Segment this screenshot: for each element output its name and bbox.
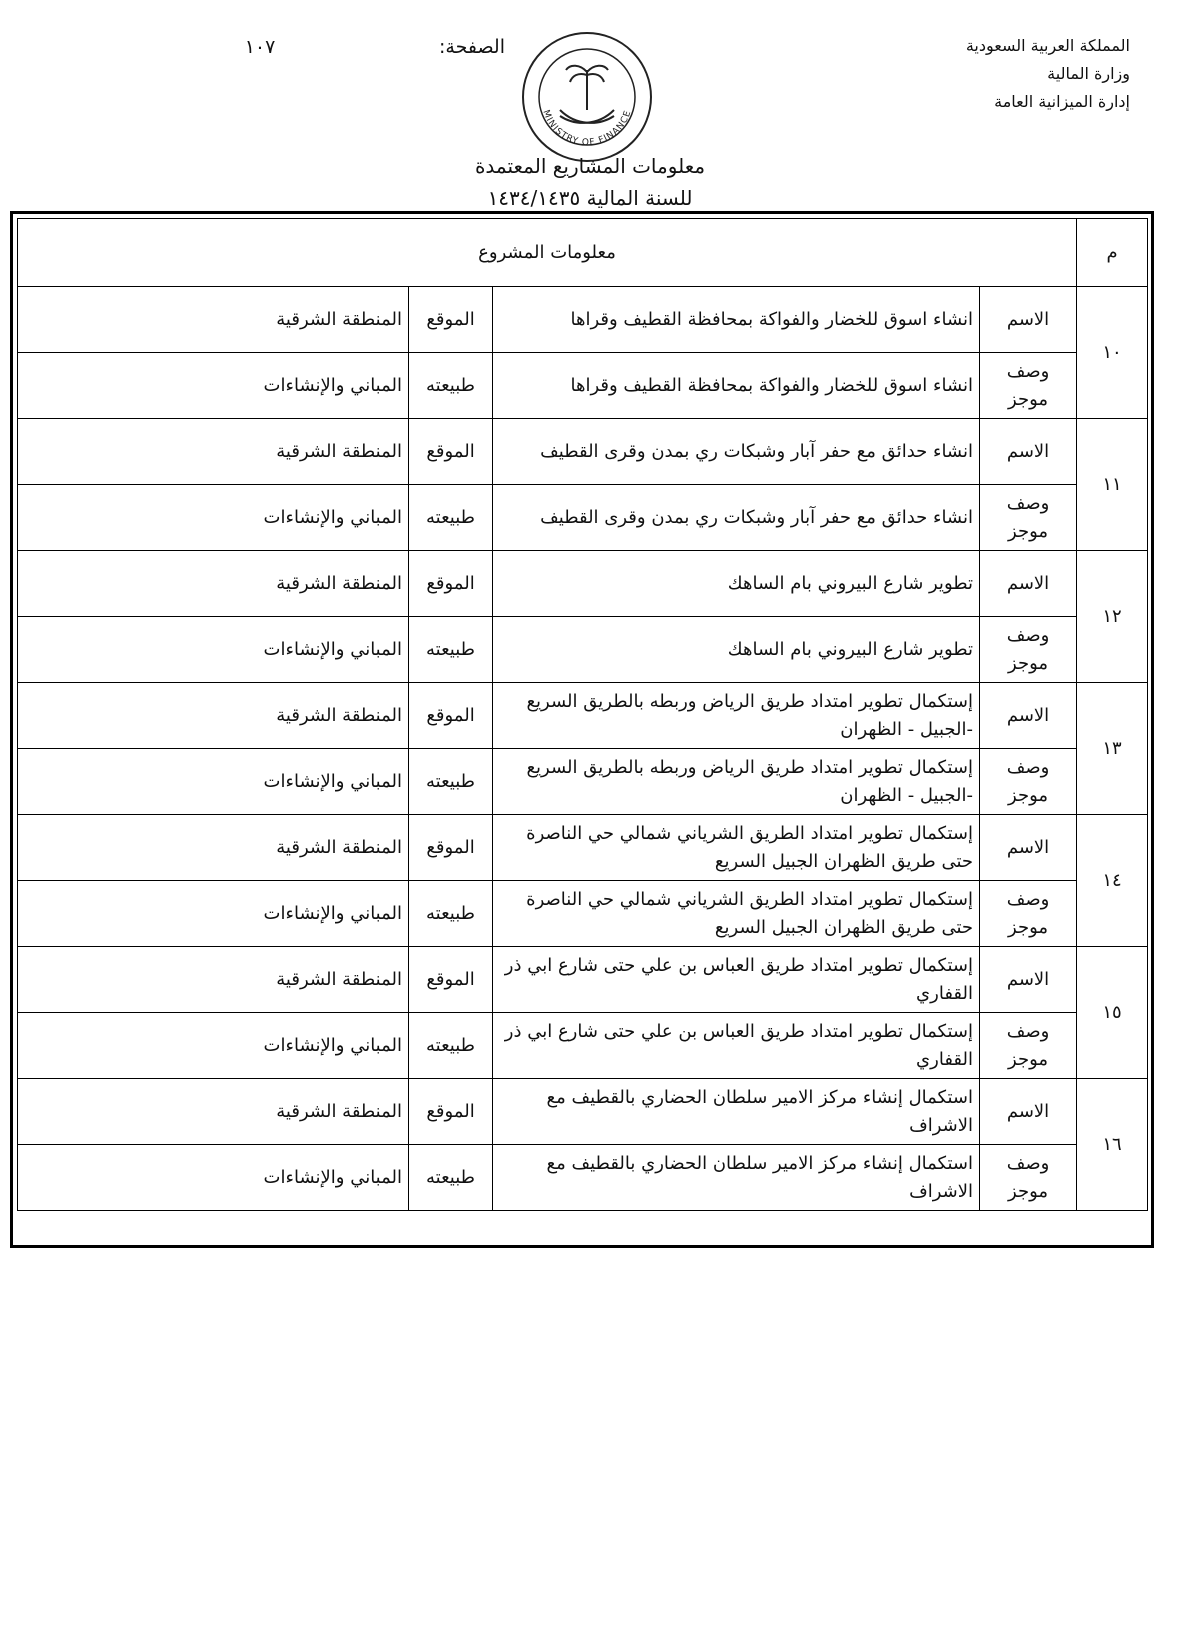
project-nature: المباني والإنشاءات — [18, 617, 409, 683]
nature-label: طبيعته — [409, 617, 493, 683]
projects-table-frame — [10, 211, 1154, 1248]
table-row — [18, 419, 1148, 485]
nature-label: طبيعته — [409, 749, 493, 815]
project-number: ١٥ — [1077, 947, 1148, 1079]
description-label: وصف موجز — [980, 485, 1077, 551]
table-row — [18, 815, 1148, 881]
project-location: المنطقة الشرقية — [18, 947, 409, 1013]
description-label: وصف موجز — [980, 1013, 1077, 1079]
table-row — [18, 353, 1148, 419]
project-number: ١٣ — [1077, 683, 1148, 815]
nature-label: طبيعته — [409, 353, 493, 419]
column-header-project-info: معلومات المشروع — [18, 219, 1077, 287]
project-description: استكمال إنشاء مركز الامير سلطان الحضاري بالقطيف مع الاشراف — [493, 1145, 980, 1211]
project-name: انشاء حدائق مع حفر آبار وشبكات ري بمدن وقرى القطيف — [493, 419, 980, 485]
table-row — [18, 1079, 1148, 1145]
project-name: إستكمال تطوير امتداد طريق العباس بن علي حتى شارع ابي ذر القفاري — [493, 947, 980, 1013]
project-description: انشاء اسوق للخضار والفواكة بمحافظة القطيف وقراها — [493, 353, 980, 419]
location-label: الموقع — [409, 551, 493, 617]
name-label: الاسم — [980, 815, 1077, 881]
project-nature: المباني والإنشاءات — [18, 353, 409, 419]
page-number: ١٠٧ — [244, 36, 276, 58]
organization-header — [870, 32, 1130, 116]
table-row — [18, 287, 1148, 353]
location-label: الموقع — [409, 947, 493, 1013]
project-location: المنطقة الشرقية — [18, 419, 409, 485]
project-name: استكمال إنشاء مركز الامير سلطان الحضاري بالقطيف مع الاشراف — [493, 1079, 980, 1145]
table-row — [18, 1145, 1148, 1211]
org-line-department: إدارة الميزانية العامة — [994, 92, 1130, 111]
name-label: الاسم — [980, 1079, 1077, 1145]
title-line-2: للسنة المالية ١٤٣٤/١٤٣٥ — [487, 186, 693, 210]
project-description: إستكمال تطوير امتداد طريق الرياض وربطه بالطريق السريع -الجبيل - الظهران — [493, 749, 980, 815]
location-label: الموقع — [409, 683, 493, 749]
name-label: الاسم — [980, 947, 1077, 1013]
table-row — [18, 1013, 1148, 1079]
ministry-seal-logo — [520, 30, 654, 164]
project-description: إستكمال تطوير امتداد طريق العباس بن علي حتى شارع ابي ذر القفاري — [493, 1013, 980, 1079]
project-name: انشاء اسوق للخضار والفواكة بمحافظة القطيف وقراها — [493, 287, 980, 353]
location-label: الموقع — [409, 419, 493, 485]
column-header-m: م — [1077, 219, 1148, 287]
table-row — [18, 881, 1148, 947]
description-label: وصف موجز — [980, 353, 1077, 419]
table-header-row — [18, 219, 1148, 287]
project-nature: المباني والإنشاءات — [18, 485, 409, 551]
description-label: وصف موجز — [980, 749, 1077, 815]
document-title — [380, 150, 800, 214]
project-number: ١٢ — [1077, 551, 1148, 683]
project-number: ١١ — [1077, 419, 1148, 551]
project-nature: المباني والإنشاءات — [18, 1145, 409, 1211]
nature-label: طبيعته — [409, 881, 493, 947]
name-label: الاسم — [980, 419, 1077, 485]
nature-label: طبيعته — [409, 1145, 493, 1211]
project-location: المنطقة الشرقية — [18, 1079, 409, 1145]
description-label: وصف موجز — [980, 1145, 1077, 1211]
project-number: ١٤ — [1077, 815, 1148, 947]
nature-label: طبيعته — [409, 485, 493, 551]
table-row — [18, 683, 1148, 749]
project-name: إستكمال تطوير امتداد الطريق الشرياني شمالي حي الناصرة حتى طريق الظهران الجبيل السريع — [493, 815, 980, 881]
logo-text: MINISTRY OF FINANCE — [540, 108, 634, 149]
svg-text:MINISTRY OF FINANCE — [540, 109, 633, 148]
project-name: إستكمال تطوير امتداد طريق الرياض وربطه بالطريق السريع -الجبيل - الظهران — [493, 683, 980, 749]
project-nature: المباني والإنشاءات — [18, 1013, 409, 1079]
table-row — [18, 617, 1148, 683]
project-name: تطوير شارع البيروني بام الساهك — [493, 551, 980, 617]
nature-label: طبيعته — [409, 1013, 493, 1079]
project-location: المنطقة الشرقية — [18, 551, 409, 617]
project-number: ١٦ — [1077, 1079, 1148, 1211]
project-location: المنطقة الشرقية — [18, 683, 409, 749]
org-line-ministry: وزارة المالية — [1047, 64, 1130, 83]
project-number: ١٠ — [1077, 287, 1148, 419]
location-label: الموقع — [409, 815, 493, 881]
table-row — [18, 551, 1148, 617]
title-line-1: معلومات المشاريع المعتمدة — [474, 154, 706, 178]
table-row — [18, 947, 1148, 1013]
name-label: الاسم — [980, 287, 1077, 353]
page-label: الصفحة: — [438, 36, 505, 58]
project-nature: المباني والإنشاءات — [18, 881, 409, 947]
description-label: وصف موجز — [980, 881, 1077, 947]
project-description: إستكمال تطوير امتداد الطريق الشرياني شمالي حي الناصرة حتى طريق الظهران الجبيل السريع — [493, 881, 980, 947]
org-line-kingdom: المملكة العربية السعودية — [965, 36, 1130, 55]
location-label: الموقع — [409, 287, 493, 353]
project-nature: المباني والإنشاءات — [18, 749, 409, 815]
project-description: تطوير شارع البيروني بام الساهك — [493, 617, 980, 683]
name-label: الاسم — [980, 551, 1077, 617]
project-location: المنطقة الشرقية — [18, 287, 409, 353]
table-row — [18, 749, 1148, 815]
name-label: الاسم — [980, 683, 1077, 749]
project-location: المنطقة الشرقية — [18, 815, 409, 881]
table-row — [18, 485, 1148, 551]
description-label: وصف موجز — [980, 617, 1077, 683]
project-description: انشاء حدائق مع حفر آبار وشبكات ري بمدن وقرى القطيف — [493, 485, 980, 551]
location-label: الموقع — [409, 1079, 493, 1145]
projects-table — [17, 218, 1148, 1211]
